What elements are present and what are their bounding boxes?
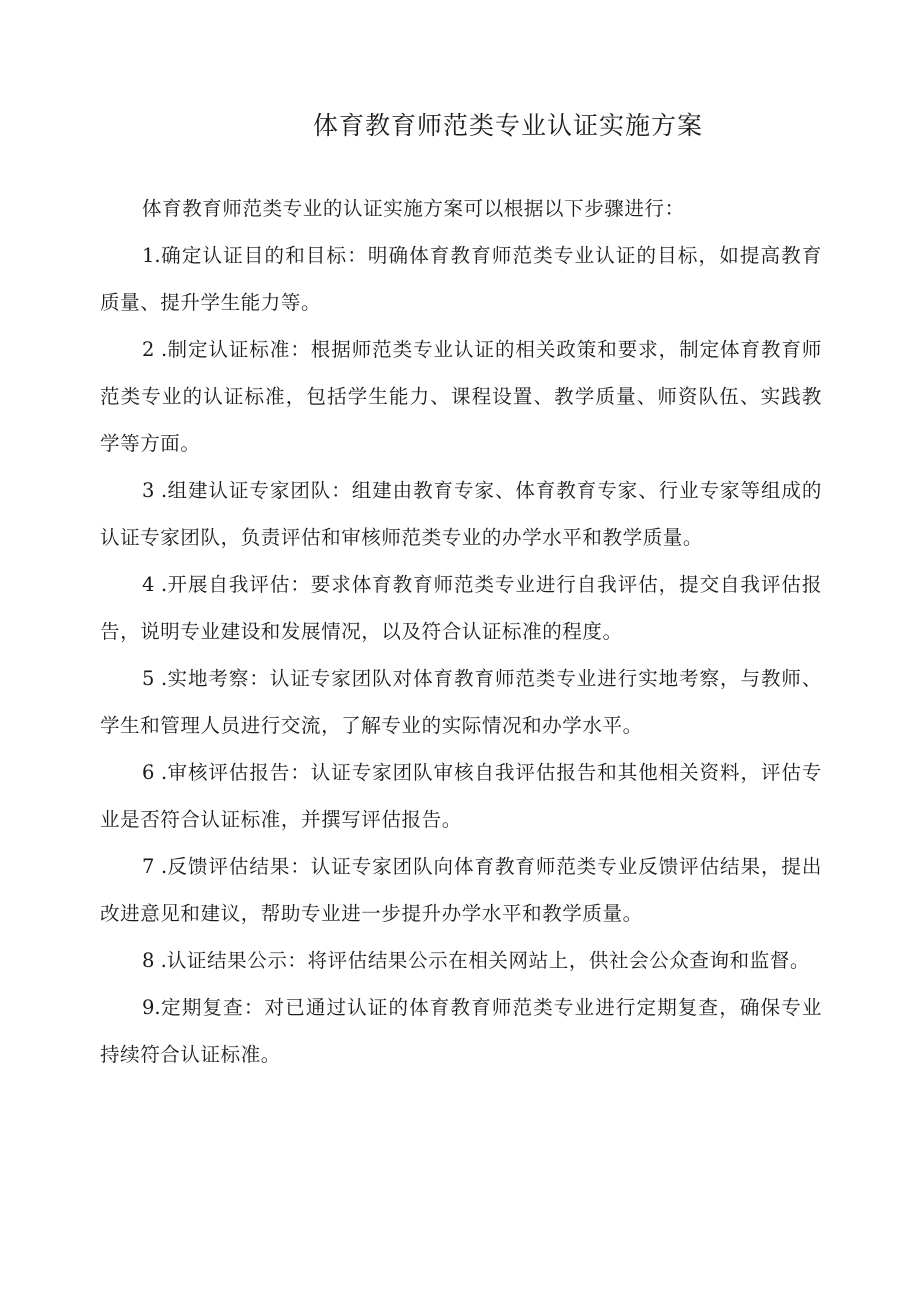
step-number: 8 . — [142, 949, 167, 972]
step-paragraph-4 — [100, 561, 822, 655]
step-paragraph-2 — [100, 326, 822, 467]
step-text: 确定认证目的和目标：明确体育教育师范类专业认证的目标，如提高教育质量、提升学生能力等。 — [100, 244, 822, 314]
intro-paragraph: 体育教育师范类专业的认证实施方案可以根据以下步骤进行： — [142, 197, 685, 220]
step-text: 认证结果公示：将评估结果公示在相关网站上，供社会公众查询和监督。 — [166, 949, 811, 972]
step-paragraph-6 — [100, 749, 822, 843]
document-body — [100, 185, 822, 1078]
step-paragraph-1 — [100, 232, 822, 326]
step-text: 审核评估报告：认证专家团队审核自我评估报告和其他相关资料，评估专业是否符合认证标准，并撰写评估报告。 — [100, 761, 822, 831]
step-number: 4 . — [142, 573, 168, 596]
step-number: 2 . — [142, 338, 168, 361]
step-paragraph-5 — [100, 655, 822, 749]
step-text: 开展自我评估：要求体育教育师范类专业进行自我评估，提交自我评估报告，说明专业建设和发展情况，以及符合认证标准的程度。 — [100, 573, 822, 643]
document-title: 体育教育师范类专业认证实施方案 — [312, 111, 703, 140]
step-text: 实地考察：认证专家团队对体育教育师范类专业进行实地考察，与教师、学生和管理人员进行交流，了解专业的实际情况和办学水平。 — [100, 667, 822, 737]
step-number: 7 . — [142, 855, 168, 878]
step-text: 组建认证专家团队：组建由教育专家、体育教育专家、行业专家等组成的认证专家团队，负责评估和审核师范类专业的办学水平和教学质量。 — [100, 479, 822, 549]
step-text: 制定认证标准：根据师范类专业认证的相关政策和要求，制定体育教育师范类专业的认证标准，包括学生能力、课程设置、教学质量、师资队伍、实践教学等方面。 — [100, 338, 822, 455]
step-number: 6 . — [142, 761, 168, 784]
step-paragraph-9 — [100, 984, 822, 1078]
step-number: 1. — [142, 244, 161, 267]
step-paragraph-3 — [100, 467, 822, 561]
step-number: 9. — [142, 996, 161, 1019]
step-number: 5 . — [142, 667, 168, 690]
step-number: 3 . — [142, 479, 168, 502]
step-text: 定期复查：对已通过认证的体育教育师范类专业进行定期复查，确保专业持续符合认证标准。 — [100, 996, 822, 1066]
step-paragraph-7 — [100, 843, 822, 937]
step-text: 反馈评估结果：认证专家团队向体育教育师范类专业反馈评估结果，提出改进意见和建议，帮助专业进一步提升办学水平和教学质量。 — [100, 855, 822, 925]
step-paragraph-8 — [100, 937, 822, 984]
